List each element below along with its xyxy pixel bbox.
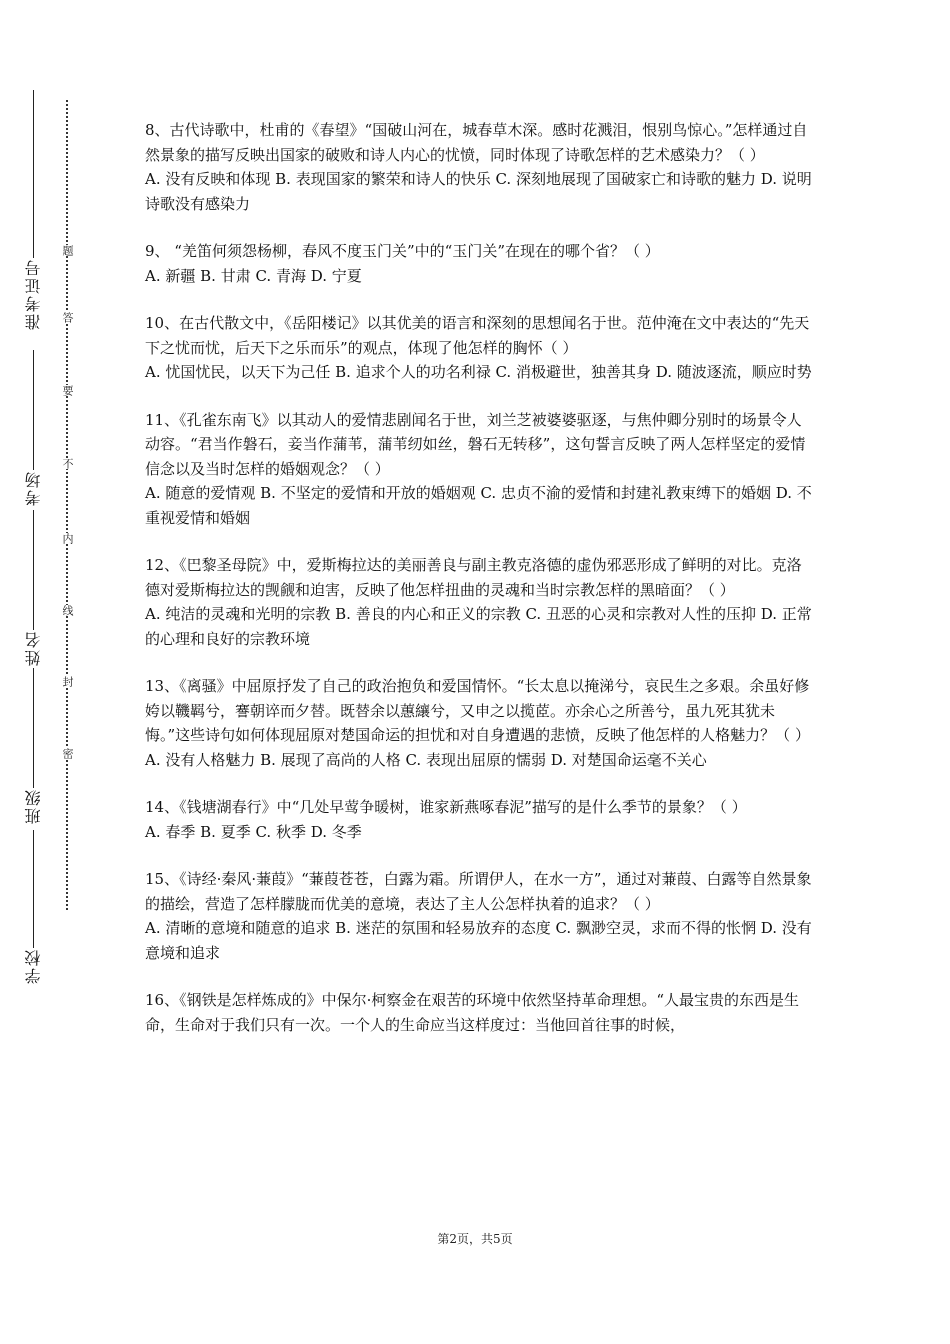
question-stem: 12、《巴黎圣母院》中，爱斯梅拉达的美丽善良与副主教克洛德的虚伪邪恶形成了鲜明的对比。克洛德对爱斯梅拉达的觊觎和迫害，反映了他怎样扭曲的灵魂和当时宗教怎样的黑暗面？（ ）	[145, 556, 802, 599]
field-underline	[33, 90, 34, 258]
field-label: 学校	[23, 948, 43, 984]
seal-char: 答	[61, 312, 74, 323]
question-stem: 9、 “羌笛何须怨杨柳，春风不度玉门关”中的“玉门关”在现在的哪个省？（ ）	[145, 242, 660, 260]
field-underline	[33, 350, 34, 470]
question-stem: 10、在古代散文中，《岳阳楼记》以其优美的语言和深刻的思想闻名于世。范仲淹在文中表达的“先天下之忧而忧，后天下之乐而乐”的观点，体现了他怎样的胸怀（ ）	[145, 314, 810, 357]
field-underline	[33, 830, 34, 948]
question-8	[145, 118, 813, 216]
field-label: 准考证号	[23, 258, 43, 330]
question-options: A. 随意的爱情观 B. 不坚定的爱情和开放的婚姻观 C. 忠贞不渝的爱情和封建礼教束缚下的婚姻 D. 不重视爱情和婚姻	[145, 484, 812, 527]
field-class	[18, 668, 48, 824]
question-16	[145, 988, 813, 1037]
question-stem: 8、古代诗歌中，杜甫的《春望》“国破山河在，城春草木深。感时花溅泪，恨别鸟惊心。”怎样通过自然景象的描写反映出国家的破败和诗人内心的忧愤，同时体现了诗歌怎样的艺术感染力？（ ）	[145, 121, 808, 164]
question-12	[145, 553, 813, 651]
field-label: 班级	[23, 788, 43, 824]
seal-char: 题	[61, 245, 74, 256]
question-options: A. 没有反映和体现 B. 表现国家的繁荣和诗人的快乐 C. 深刻地展现了国破家亡和诗歌的魅力 D. 说明诗歌没有感染力	[145, 170, 812, 213]
question-11	[145, 408, 813, 531]
question-options: A. 纯洁的灵魂和光明的宗教 B. 善良的内心和正义的宗教 C. 丑恶的心灵和宗教对人性的压抑 D. 正常的心理和良好的宗教环境	[145, 605, 812, 648]
seal-char: 线	[61, 605, 74, 616]
seal-char: 不	[61, 458, 74, 469]
question-14	[145, 795, 813, 844]
question-stem: 15、《诗经·秦风·蒹葭》“蒹葭苍苍，白露为霜。所谓伊人，在水一方”，通过对蒹葭、白露等自然景象的描绘，营造了怎样朦胧而优美的意境，表达了主人公怎样执着的追求？（ ）	[145, 870, 812, 913]
seal-char: 内	[61, 533, 74, 544]
field-exam-number	[18, 90, 48, 330]
field-name	[18, 510, 48, 666]
question-options: A. 新疆 B. 甘肃 C. 青海 D. 宁夏	[145, 266, 362, 285]
seal-dotted-line	[66, 100, 70, 910]
question-options: A. 没有人格魅力 B. 展现了高尚的人格 C. 表现出屈原的懦弱 D. 对楚国命运毫不关心	[145, 750, 707, 769]
field-school	[18, 830, 48, 984]
field-label: 考场	[23, 470, 43, 506]
question-stem: 11、《孔雀东南飞》以其动人的爱情悲剧闻名于世，刘兰芝被婆婆驱逐，与焦仲卿分别时的场景令人动容。“君当作磐石，妾当作蒲苇，蒲苇纫如丝，磐石无转移”，这句誓言反映了两人怎样坚定的爱情信念以及当时怎样的婚姻观念？（ ）	[145, 410, 806, 478]
field-underline	[33, 510, 34, 630]
seal-char: 密	[61, 748, 74, 759]
question-options: A. 清晰的意境和随意的追求 B. 迷茫的氛围和轻易放弃的态度 C. 飘渺空灵，求而不得的怅惘 D. 没有意境和追求	[145, 919, 812, 962]
binding-margin	[18, 90, 48, 984]
question-options: A. 春季 B. 夏季 C. 秋季 D. 冬季	[145, 822, 362, 841]
question-list	[145, 118, 813, 1060]
question-9	[145, 239, 813, 288]
question-stem: 14、《钱塘湖春行》中“几处早莺争暖树，谁家新燕啄春泥”描写的是什么季节的景象？（ ）	[145, 798, 747, 816]
question-15	[145, 867, 813, 965]
field-underline	[33, 668, 34, 788]
question-stem: 16、《钢铁是怎样炼成的》中保尔·柯察金在艰苦的环境中依然坚持革命理想。“人最宝贵的东西是生命，生命对于我们只有一次。一个人的生命应当这样度过：当他回首往事的时候，	[145, 991, 800, 1034]
field-label: 姓名	[23, 630, 43, 666]
seal-char: 要	[61, 385, 74, 396]
page-footer: 第2页，共5页	[437, 1232, 513, 1246]
question-13	[145, 674, 813, 772]
question-10	[145, 311, 813, 385]
question-options: A. 忧国忧民，以天下为己任 B. 追求个人的功名利禄 C. 消极避世，独善其身 D. 随波逐流，顺应时势	[145, 363, 812, 381]
question-stem: 13、《离骚》中屈原抒发了自己的政治抱负和爱国情怀。“长太息以掩涕兮，哀民生之多艰。余虽好修姱以鞿羁兮，謇朝谇而夕替。既替余以蕙纕兮，又申之以揽茝。亦余心之所善兮，虽九死其犹未悔。”这些诗句如何体现屈原对楚国命运的担忧和对自身遭遇的悲愤，反映了他怎样的人格魅力？（ ）	[145, 677, 810, 744]
seal-char: 封	[61, 676, 74, 687]
field-exam-room	[18, 350, 48, 506]
